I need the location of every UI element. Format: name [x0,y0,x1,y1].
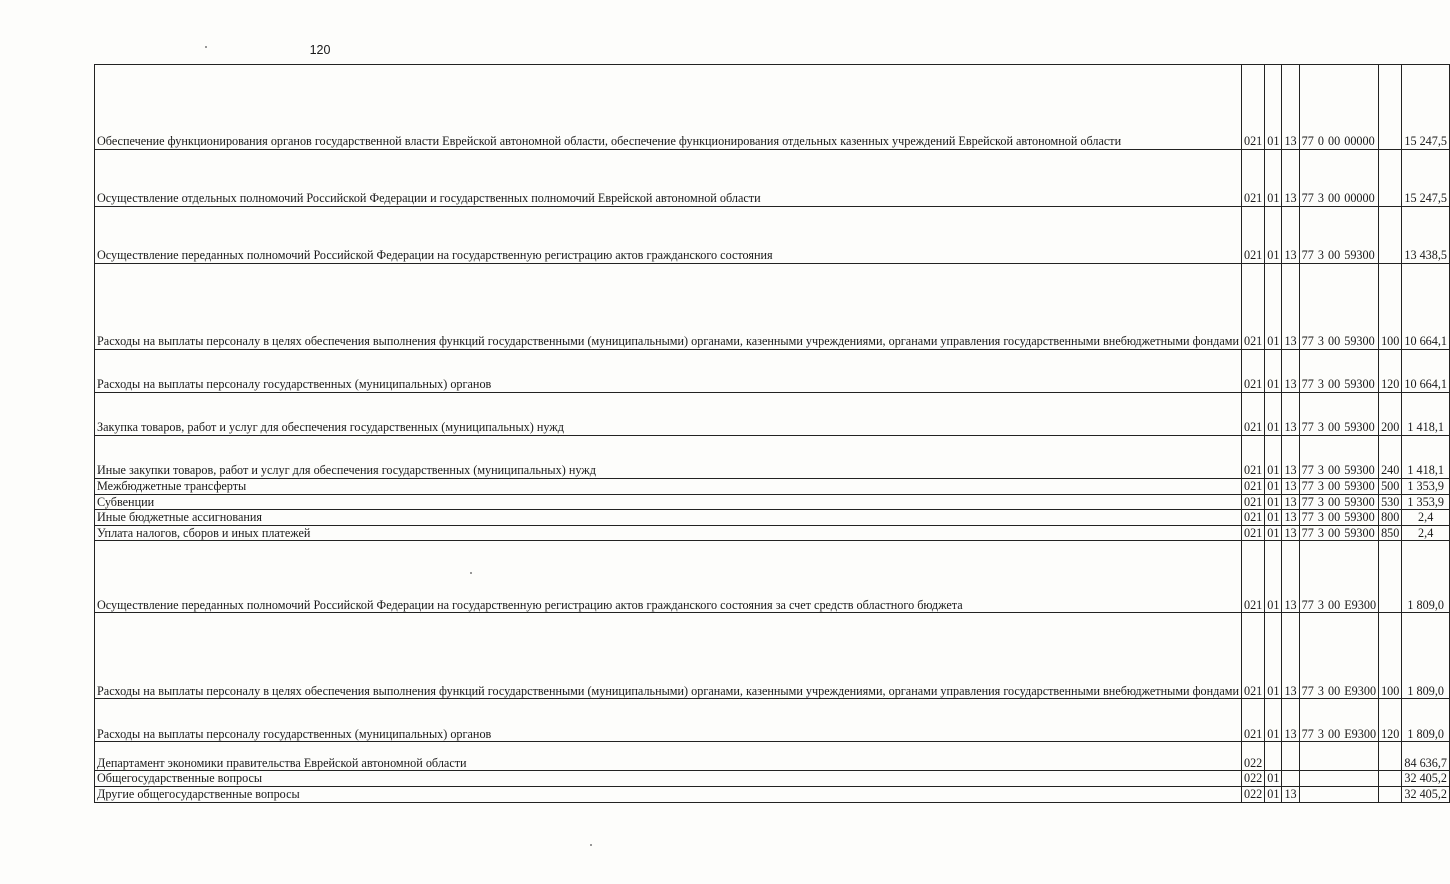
table-row [95,786,1450,802]
subsection-code: 13 [1282,264,1299,350]
amount-value: 10 664,1 [1402,350,1450,393]
row-name: Осуществление переданных полномочий Российской Федерации на государственную регистрацию актов гражданского состояния за счет средств областного бюджета [95,541,1242,613]
target-article-code [1299,771,1378,787]
row-name: Субвенции [95,494,1242,510]
section-code: 01 [1265,65,1282,150]
expense-type-code: 800 [1379,510,1402,526]
expense-type-code [1379,65,1402,150]
expense-type-code: 120 [1379,699,1402,742]
row-name: Межбюджетные трансферты [95,479,1242,495]
amount-value: 15 247,5 [1402,150,1450,207]
table-row [95,393,1450,436]
subsection-code: 13 [1282,65,1299,150]
page-number: 120 [309,43,331,57]
section-code: 01 [1265,479,1282,495]
amount-value: 32 405,2 [1402,786,1450,802]
expense-type-code [1379,207,1402,264]
scan-speck [205,46,207,48]
expense-type-code: 120 [1379,350,1402,393]
subsection-code: 13 [1282,393,1299,436]
grbs-code: 021 [1241,494,1264,510]
row-name: Иные закупки товаров, работ и услуг для обеспечения государственных (муниципальных) нужд [95,436,1242,479]
amount-value: 2,4 [1402,510,1450,526]
amount-value: 15 247,5 [1402,65,1450,150]
subsection-code: 13 [1282,479,1299,495]
subsection-code: 13 [1282,541,1299,613]
table-row [95,510,1450,526]
table-row [95,699,1450,742]
expense-type-code [1379,742,1402,771]
grbs-code: 021 [1241,479,1264,495]
subsection-code: 13 [1282,525,1299,541]
target-article-code [1299,742,1378,771]
target-article-code: 77 3 00 59300 [1299,494,1378,510]
amount-value: 1 353,9 [1402,494,1450,510]
table-row [95,207,1450,264]
section-code: 01 [1265,699,1282,742]
amount-value: 1 809,0 [1402,699,1450,742]
section-code: 01 [1265,613,1282,699]
table-row [95,525,1450,541]
grbs-code: 021 [1241,150,1264,207]
row-name: Уплата налогов, сборов и иных платежей [95,525,1242,541]
table-row [95,479,1450,495]
target-article-code: 77 3 00 59300 [1299,350,1378,393]
target-article-code: 77 3 00 59300 [1299,436,1378,479]
grbs-code: 022 [1241,771,1264,787]
section-code: 01 [1265,771,1282,787]
row-name: Общегосударственные вопросы [95,771,1242,787]
budget-table [94,64,1450,803]
expense-type-code: 100 [1379,613,1402,699]
expense-type-code: 530 [1379,494,1402,510]
grbs-code: 021 [1241,65,1264,150]
expense-type-code: 850 [1379,525,1402,541]
amount-value: 32 405,2 [1402,771,1450,787]
target-article-code: 77 3 00 00000 [1299,150,1378,207]
section-code [1265,742,1282,771]
table-row [95,771,1450,787]
expense-type-code: 100 [1379,264,1402,350]
row-name: Расходы на выплаты персоналу в целях обеспечения выполнения функций государственными (муниципальными) органами, казенными учреждениями, органами управления государственными внебюджетными фондами [95,264,1242,350]
section-code: 01 [1265,207,1282,264]
subsection-code: 13 [1282,350,1299,393]
expense-type-code [1379,786,1402,802]
target-article-code: 77 3 00 59300 [1299,525,1378,541]
amount-value: 84 636,7 [1402,742,1450,771]
table-row [95,350,1450,393]
row-name: Другие общегосударственные вопросы [95,786,1242,802]
table-row [95,436,1450,479]
expense-type-code [1379,771,1402,787]
target-article-code: 77 3 00 E9300 [1299,699,1378,742]
row-name: Закупка товаров, работ и услуг для обеспечения государственных (муниципальных) нужд [95,393,1242,436]
expense-type-code [1379,541,1402,613]
row-name: Осуществление переданных полномочий Российской Федерации на государственную регистрацию актов гражданского состояния [95,207,1242,264]
target-article-code: 77 3 00 59300 [1299,479,1378,495]
target-article-code: 77 3 00 E9300 [1299,613,1378,699]
target-article-code: 77 0 00 00000 [1299,65,1378,150]
grbs-code: 022 [1241,742,1264,771]
subsection-code: 13 [1282,786,1299,802]
table-row [95,264,1450,350]
section-code: 01 [1265,150,1282,207]
amount-value: 1 418,1 [1402,436,1450,479]
subsection-code: 13 [1282,436,1299,479]
amount-value: 1 353,9 [1402,479,1450,495]
row-name: Обеспечение функционирования органов государственной власти Еврейской автономной области, обеспечение функционирования отдельных казенных учреждений Еврейской автономной области [95,65,1242,150]
row-name: Расходы на выплаты персоналу в целях обеспечения выполнения функций государственными (муниципальными) органами, казенными учреждениями, органами управления государственными внебюджетными фондами [95,613,1242,699]
target-article-code: 77 3 00 59300 [1299,207,1378,264]
table-row [95,613,1450,699]
amount-value: 1 809,0 [1402,541,1450,613]
row-name: Иные бюджетные ассигнования [95,510,1242,526]
target-article-code: 77 3 00 E9300 [1299,541,1378,613]
expense-type-code: 240 [1379,436,1402,479]
grbs-code: 021 [1241,699,1264,742]
grbs-code: 021 [1241,436,1264,479]
subsection-code [1282,742,1299,771]
section-code: 01 [1265,393,1282,436]
grbs-code: 021 [1241,525,1264,541]
section-code: 01 [1265,436,1282,479]
target-article-code: 77 3 00 59300 [1299,264,1378,350]
row-name: Расходы на выплаты персоналу государственных (муниципальных) органов [95,699,1242,742]
grbs-code: 021 [1241,350,1264,393]
subsection-code: 13 [1282,510,1299,526]
grbs-code: 022 [1241,786,1264,802]
target-article-code: 77 3 00 59300 [1299,393,1378,436]
subsection-code [1282,771,1299,787]
section-code: 01 [1265,264,1282,350]
subsection-code: 13 [1282,494,1299,510]
amount-value: 1 418,1 [1402,393,1450,436]
target-article-code [1299,786,1378,802]
amount-value: 13 438,5 [1402,207,1450,264]
expense-type-code: 200 [1379,393,1402,436]
grbs-code: 021 [1241,613,1264,699]
scan-speck [590,844,592,846]
section-code: 01 [1265,510,1282,526]
amount-value: 2,4 [1402,525,1450,541]
section-code: 01 [1265,786,1282,802]
subsection-code: 13 [1282,207,1299,264]
amount-value: 10 664,1 [1402,264,1450,350]
grbs-code: 021 [1241,264,1264,350]
section-code: 01 [1265,541,1282,613]
subsection-code: 13 [1282,613,1299,699]
scan-speck [470,572,472,574]
grbs-code: 021 [1241,393,1264,436]
subsection-code: 13 [1282,699,1299,742]
section-code: 01 [1265,350,1282,393]
table-row [95,742,1450,771]
expense-type-code [1379,150,1402,207]
table-row [95,494,1450,510]
expense-type-code: 500 [1379,479,1402,495]
section-code: 01 [1265,525,1282,541]
table-body [95,65,1450,803]
grbs-code: 021 [1241,541,1264,613]
table-row [95,541,1450,613]
table-row [95,65,1450,150]
amount-value: 1 809,0 [1402,613,1450,699]
row-name: Осуществление отдельных полномочий Российской Федерации и государственных полномочий Еврейской автономной области [95,150,1242,207]
target-article-code: 77 3 00 59300 [1299,510,1378,526]
subsection-code: 13 [1282,150,1299,207]
row-name: Расходы на выплаты персоналу государственных (муниципальных) органов [95,350,1242,393]
row-name: Департамент экономики правительства Еврейской автономной области [95,742,1242,771]
grbs-code: 021 [1241,207,1264,264]
table-row [95,150,1450,207]
section-code: 01 [1265,494,1282,510]
grbs-code: 021 [1241,510,1264,526]
